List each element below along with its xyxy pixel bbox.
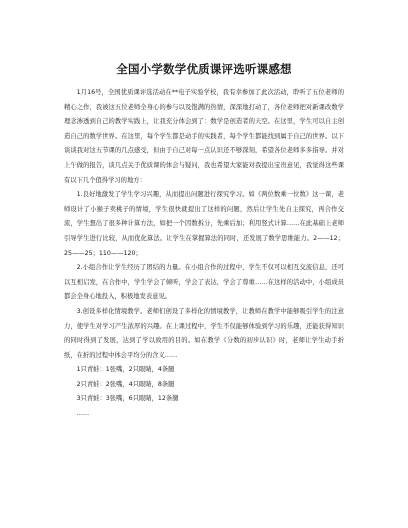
- list-item: 1只青蛙：1张嘴，2只眼睛，4条腿: [76, 366, 175, 374]
- paragraph-point-2: 2.小组合作让学生经历了团结的力量。在小组合作的过程中，学生不仅可以相互交流信息，还可以互相启发，在合作中，学生学会了倾听，学会了表达，学会了尊重……在这样的活动中，小组成员都会全身心地投入，积极地发表意见。: [64, 264, 344, 301]
- list-item: 2只青蛙：2张嘴，4只眼睛，8条腿: [76, 380, 175, 388]
- list-ellipsis: ……: [76, 410, 90, 418]
- paragraph-intro: 1月16号，全国优质课评选活动在**电子实验学校，我有幸参加了此次活动，聆听了五位老师的精心之作，我被这五位老师全身心的参与以及饱满的热情，深深地打动了，各位老师把对新课改数学理念渗透到自己的教学实践上，让我充分体会到了：数学是创造者的天空。在这里，学生可以自主创造自己的数学世界。在这里，每个学生都是动手的实践者，每个学生都能找到属于自己的世界。以下谈谈我对这五节课的几点感受，但由于自己对每一点认识还不够深刻，希望各位老师多多指导。并对上午做的报告，谈几点关于优质课的体会与疑问，我也希望大家能对我提出宝贵意见，我觉得这些课有以下几个值得学习的地方：: [64, 89, 344, 184]
- paragraph-point-1: 1.良好地激发了学生学习兴趣，从而提出问题进行探究学习。如《两位数乘一位数》这一课，老师设计了小猴子卖桃子的情境，学生很快就提出了这样的问题，然后让学生先自主探究，再合作交流，学生想出了很多种计算方法，如把一个因数拆分，先乘后加；利用竖式计算……在此基础上老师引导学生进行比较，从而优化算法。让学生在掌握算法的同时，还发展了数学思维能力。2——12；25——25；110——120；: [64, 191, 344, 257]
- list-item: 3只青蛙：3张嘴，6只眼睛，12条腿: [76, 395, 179, 403]
- paragraph-point-3: 3.创设多样化情境教学。老师们创设了多样化的情境教学，让教师在教学中能够吸引学生的注意力，使学生对学习产生浓厚的兴趣。在上课过程中，学生不仅能够体验到学习的乐趣，还能获得知识的同时得到了发展，达到了学以致用的目的。如在教学《分数的初步认识》时，老师让学生动手折纸，在折的过程中体会平均分的含义……: [64, 307, 344, 359]
- document-title: 全国小学数学优质课评选听课感想: [116, 62, 292, 76]
